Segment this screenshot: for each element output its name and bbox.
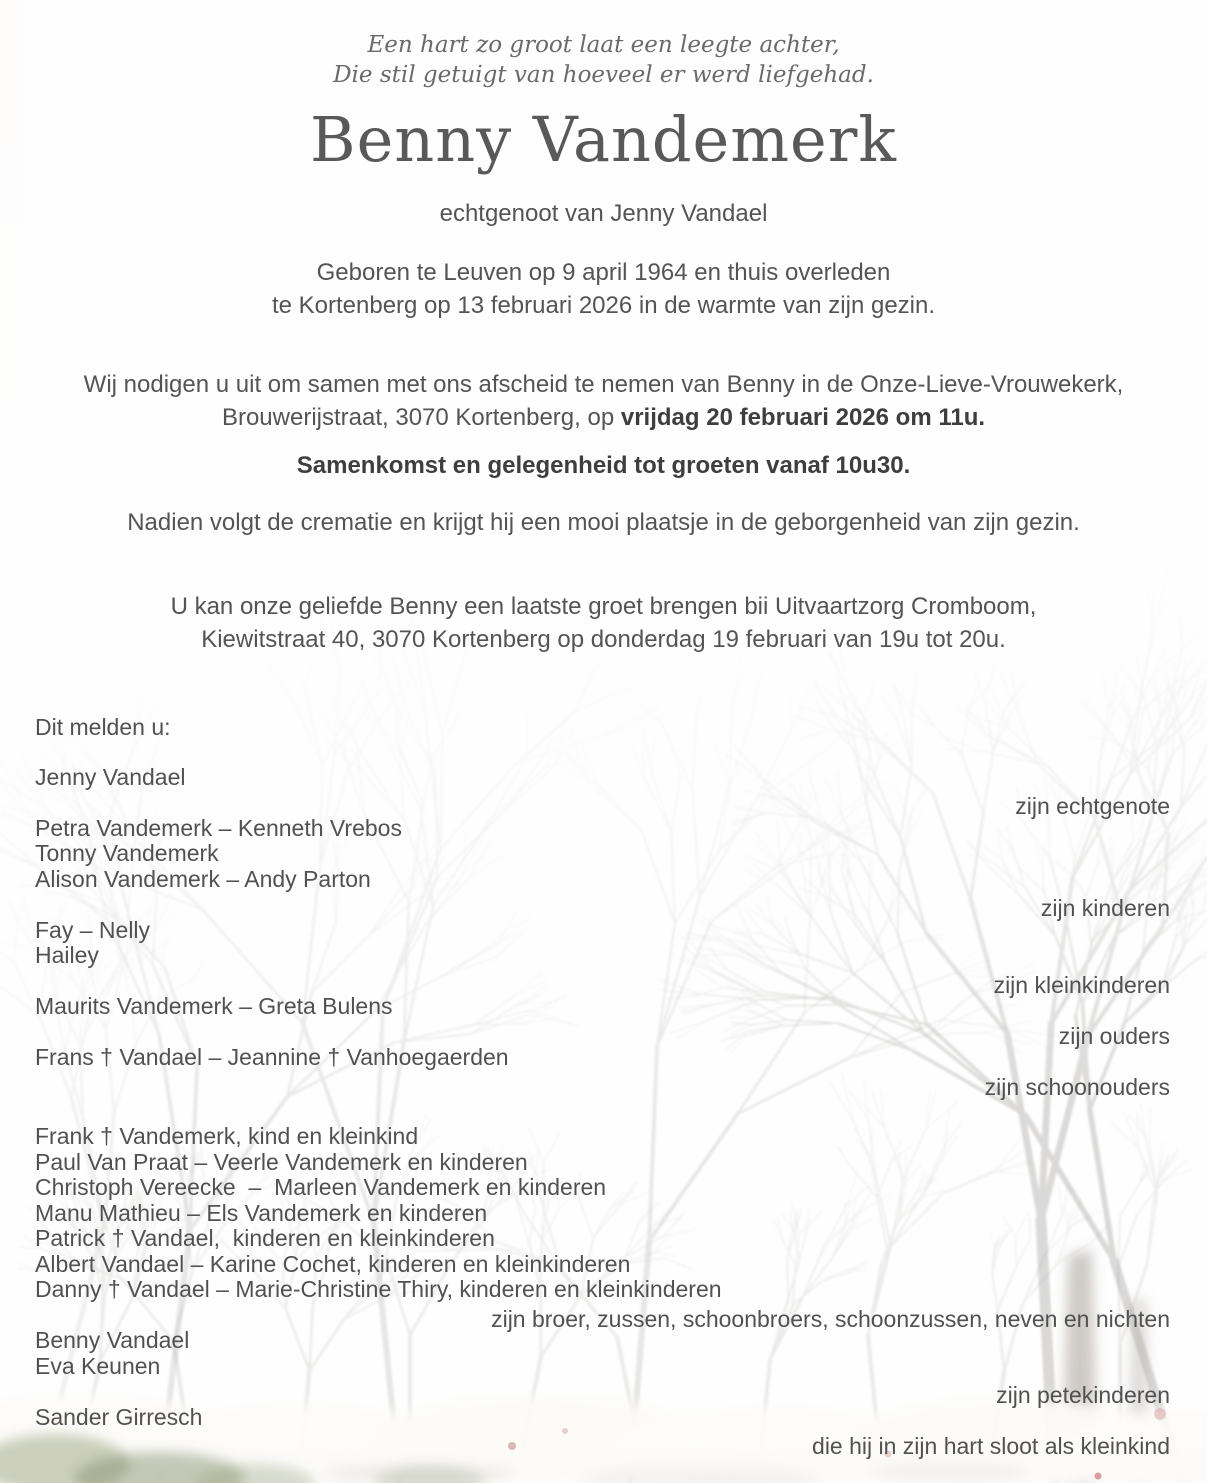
verse-line-1: Een hart zo groot laat een leegte achter, (367, 32, 840, 58)
mourner-name: Albert Vandael – Karine Cochet, kinderen en kleinkinderen (35, 1250, 631, 1277)
mourner-name: Manu Mathieu – Els Vandemerk en kinderen (35, 1199, 488, 1226)
announcement-intro: Dit melden u: (35, 714, 171, 740)
mourner-name: Fay – Nelly (35, 916, 151, 943)
mourner-group (35, 1328, 1170, 1409)
mourner-name: Hailey (35, 942, 99, 968)
mourner-name: Danny † Vandael – Marie-Christine Thiry, kinderen en kleinkinderen (35, 1276, 722, 1302)
death-line: te Kortenberg op 13 februari 2026 in de warmte van zijn gezin. (271, 292, 936, 319)
relation-label: zijn petekinderen (996, 1382, 1170, 1408)
mourner-group (35, 1405, 1170, 1460)
mourner-name: Petra Vandemerk – Kenneth Vrebos (35, 814, 402, 841)
mourners-list (35, 765, 1170, 1460)
mourner-name: Patrick † Vandael, kinderen en kleinkinderen (35, 1225, 495, 1251)
mourner-name: Frank † Vandemerk, kind en kleinkind (35, 1123, 419, 1149)
relation-label: zijn schoonouders (984, 1073, 1170, 1100)
relation-label: zijn echtgenote (1015, 793, 1170, 819)
relation-label: zijn broer, zussen, schoonbroers, schoonzussen, neven en nichten (491, 1305, 1170, 1332)
opening-verse (0, 30, 1207, 90)
visitation-info (0, 590, 1207, 656)
relation-label: zijn kleinkinderen (993, 971, 1170, 998)
funeral-date-time: vrijdag 20 februari 2026 om 11u. (620, 404, 986, 431)
mourner-name: Paul Van Praat – Veerle Vandemerk en kinderen (35, 1148, 528, 1175)
mourner-name: Christoph Vereecke – Marleen Vandemerk en kinderen (35, 1174, 607, 1200)
mourner-group (35, 1045, 1170, 1100)
mourner-name: Maurits Vandemerk – Greta Bulens (35, 993, 393, 1019)
mourner-name: Jenny Vandael (35, 763, 186, 790)
relation-label: zijn ouders (1058, 1022, 1170, 1049)
visitation-line-2: Kiewitstraat 40, 3070 Kortenberg op donderdag 19 februari van 19u tot 20u. (201, 626, 1006, 653)
mourner-name: Alison Vandemerk – Andy Parton (35, 865, 371, 892)
verse-line-2: Die stil getuigt van hoeveel er werd liefgehad. (333, 62, 874, 88)
mourner-group (35, 994, 1170, 1049)
birth-line: Geboren te Leuven op 9 april 1964 en thuis overleden (316, 259, 891, 286)
mourner-name: Frans † Vandael – Jeannine † Vanhoegaerden (35, 1044, 509, 1070)
spouse-line: echtgenoot van Jenny Vandael (439, 200, 768, 227)
invitation-address: Brouwerijstraat, 3070 Kortenberg, op (221, 404, 621, 431)
mourner-name: Eva Keunen (35, 1352, 161, 1379)
mourner-name: Benny Vandael (35, 1327, 190, 1353)
mourner-group (35, 765, 1170, 820)
cremation-info: Nadien volgt de crematie en krijgt hij een mooi plaatsje in de geborgenheid van zijn gezin. (127, 509, 1080, 536)
deceased-name: Benny Vandemerk (310, 103, 897, 176)
relation-label: zijn kinderen (1040, 895, 1170, 921)
mourner-name: Tonny Vandemerk (35, 840, 219, 866)
invitation-line-2 (0, 401, 1207, 434)
visitation-line-1: U kan onze geliefde Benny een laatste groet brengen bii Uitvaartzorg Cromboom, (170, 593, 1037, 620)
invitation-line-1: Wij nodigen u uit om samen met ons afscheid te nemen van Benny in de Onze-Lieve-Vrouwekerk, (83, 371, 1124, 398)
funeral-invitation (0, 368, 1207, 434)
birth-death-info (0, 256, 1207, 322)
mourner-group (35, 1124, 1170, 1332)
relation-label: die hij in zijn hart sloot als kleinkind (812, 1433, 1170, 1459)
mourner-group (35, 918, 1170, 999)
mourner-group (35, 816, 1170, 922)
announcement-section (35, 715, 1170, 1460)
mourner-name: Sander Girresch (35, 1403, 203, 1430)
gathering-info: Samenkomst en gelegenheid tot groeten vanaf 10u30. (296, 452, 911, 479)
